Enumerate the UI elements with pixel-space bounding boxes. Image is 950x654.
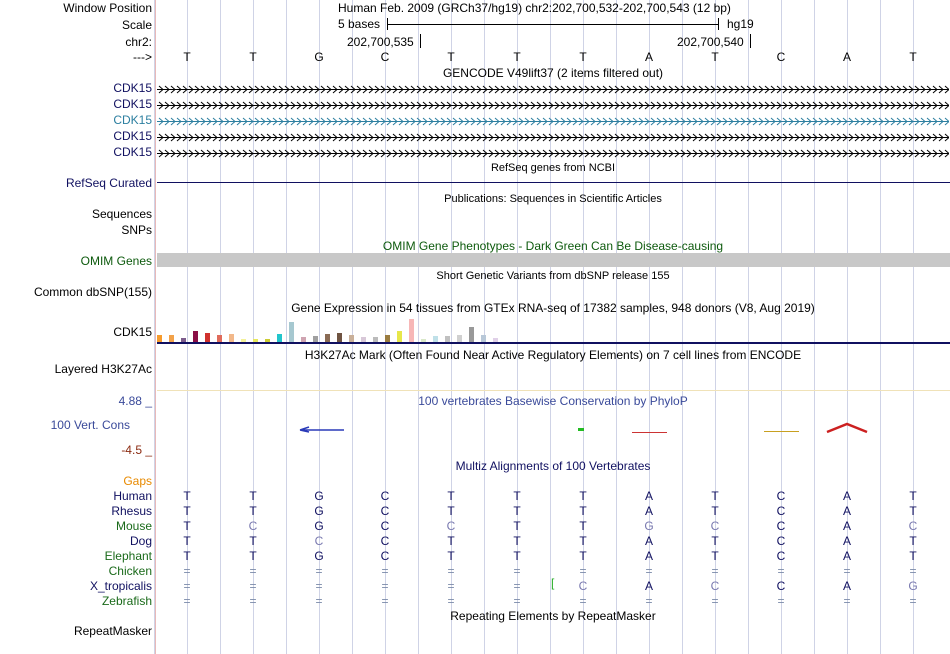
cons-label[interactable]: 100 Vert. Cons [50,418,130,432]
alignment-base: = [645,564,653,578]
alignment-base: A [644,504,653,518]
omim-gene-block[interactable] [157,253,950,267]
alignment-base: G [908,579,918,593]
alignment-base: A [842,519,851,533]
alignment-base: G [314,519,324,533]
position-title: Human Feb. 2009 (GRCh37/hg19) chr2:202,700,532-202,700,543 (12 bp) [338,1,731,15]
gtex-tissue-bar[interactable] [289,322,294,342]
refseq-track-line[interactable] [157,182,950,183]
gtex-tissue-bar[interactable] [349,335,354,342]
sequence-base: T [909,50,917,64]
cons-title[interactable]: 100 vertebrates Basewise Conservation by PhyloP [418,394,688,408]
alignment-base: T [711,534,719,548]
h3k27ac-label[interactable]: Layered H3K27Ac [54,362,152,376]
alignment-base: G [314,549,324,563]
alignment-base: C [446,519,456,533]
cons-mark-blue-arrow [300,427,344,432]
alignment-base: C [380,549,390,563]
alignment-base: = [315,564,323,578]
alignment-base: C [380,504,390,518]
coord-1: 202,700,535 [347,35,414,49]
scale-bar-right-tick [718,18,719,30]
gtex-tissue-bar[interactable] [157,335,162,342]
gencode-transcript[interactable] [157,131,949,140]
gtex-tissue-bar[interactable] [169,335,174,342]
sequence-base: G [314,50,324,64]
sequence-base: T [513,50,521,64]
alignment-base: C [776,534,786,548]
alignment-base: C [248,519,258,533]
gtex-tissue-bar[interactable] [469,327,474,342]
gencode-transcript[interactable] [157,83,949,92]
gtex-tissue-bar[interactable] [217,335,222,342]
alignment-base: T [711,549,719,563]
alignment-base: C [776,489,786,503]
h3k27ac-title[interactable]: H3K27Ac Mark (Often Found Near Active Regulatory Elements) on 7 cell lines from ENCODE [304,348,802,362]
alignment-base: = [249,579,257,593]
gtex-tissue-bar[interactable] [229,334,234,342]
cons-ymax: 4.88 _ [118,394,152,408]
alignment-base: = [579,564,587,578]
alignment-base: = [447,564,455,578]
alignment-base: T [183,504,191,518]
alignment-base: T [249,504,257,518]
alignment-base: T [513,534,521,548]
gtex-tissue-bar[interactable] [385,335,390,342]
omim-label[interactable]: OMIM Genes [80,254,152,268]
cons-ymin: -4.5 _ [121,443,152,457]
grid-line [154,0,155,654]
refseq-title[interactable]: RefSeq genes from NCBI [490,162,616,174]
chrom-label: chr2: [125,35,152,49]
alignment-base: G [644,519,654,533]
species-label[interactable]: Mouse [115,519,152,533]
gencode-title[interactable]: GENCODE V49lift37 (2 items filtered out) [442,66,664,80]
alignment-base: C [380,534,390,548]
cons-wiggle[interactable] [157,420,950,436]
alignment-base: C [578,579,588,593]
alignment-base: = [711,564,719,578]
assembly-name: hg19 [727,17,754,31]
alignment-base: A [842,534,851,548]
gtex-tissue-bar[interactable] [397,331,402,342]
alignment-base: = [447,579,455,593]
cons-mark-red-peak [827,424,867,432]
alignment-base: T [513,489,521,503]
snps-label[interactable]: SNPs [121,223,152,237]
gencode-transcript[interactable] [157,115,949,124]
sequences-label[interactable]: Sequences [91,207,152,221]
species-label[interactable]: Rhesus [111,504,152,518]
gtex-tissue-bar[interactable] [205,333,210,342]
alignment-base: = [381,564,389,578]
gencode-transcript[interactable] [157,147,949,156]
alignment-base: = [249,594,257,608]
alignment-base: T [249,489,257,503]
gtex-tissue-bar[interactable] [325,334,330,342]
alignment-base: T [183,534,191,548]
repeatmasker-title[interactable]: Repeating Elements by RepeatMasker [450,609,656,623]
alignment-base: = [513,594,521,608]
cons-mark-yellow [764,431,799,432]
alignment-base: = [711,594,719,608]
h3k27ac-baseline [157,390,950,391]
alignment-base: T [183,489,191,503]
alignment-base: A [644,489,653,503]
alignment-base: = [381,594,389,608]
alignment-base: = [513,564,521,578]
alignment-base: = [777,564,785,578]
publications-title[interactable]: Publications: Sequences in Scientific Articles [444,193,662,205]
alignment-base: = [381,579,389,593]
sequence-base: C [380,50,390,64]
sequence-base: T [579,50,587,64]
x-tropicalis-gap-marker: [ [551,576,555,590]
sequence-base: T [183,50,191,64]
window-position-label: Window Position [63,1,152,15]
scale-bar [387,24,718,25]
alignment-base: T [909,489,917,503]
species-label[interactable]: X_tropicalis [89,579,152,593]
alignment-base: G [314,504,324,518]
omim-title[interactable]: OMIM Gene Phenotypes - Dark Green Can Be Disease-causing [382,239,724,253]
multiz-title[interactable]: Multiz Alignments of 100 Vertebrates [455,459,651,473]
coord-2: 202,700,540 [677,35,744,49]
alignment-base: T [447,489,455,503]
gtex-baseline [157,342,950,344]
cons-mark-green [578,428,584,431]
repeatmasker-label[interactable]: RepeatMasker [73,624,152,638]
coord-1-tick [420,34,421,48]
scale-label: Scale [121,18,152,32]
coord-2-tick [750,34,751,48]
alignment-base: T [909,534,917,548]
dbsnp-title[interactable]: Short Genetic Variants from dbSNP release 155 [436,270,670,282]
sequence-base: T [711,50,719,64]
gtex-bar-chart[interactable] [157,316,950,342]
alignment-base: C [776,579,786,593]
alignment-base: = [183,579,191,593]
gtex-tissue-bar[interactable] [481,335,486,342]
alignment-base: T [579,489,587,503]
refseq-label[interactable]: RefSeq Curated [65,176,152,190]
alignment-base: C [710,579,720,593]
label-separator [155,0,156,654]
alignment-base: A [842,489,851,503]
gencode-gene-label[interactable]: CDK15 [113,145,152,159]
species-label[interactable]: Elephant [104,549,152,563]
sequence-base: A [644,50,653,64]
sequence-base: T [249,50,257,64]
alignment-base: = [249,564,257,578]
alignment-base: T [183,519,191,533]
alignment-base: = [315,579,323,593]
alignment-base: C [380,489,390,503]
alignment-base: T [513,504,521,518]
alignment-base: = [843,564,851,578]
alignment-base: A [842,549,851,563]
alignment-base: = [909,564,917,578]
gencode-gene-label[interactable]: CDK15 [113,97,152,111]
alignment-base: = [183,594,191,608]
alignment-base: C [776,519,786,533]
alignment-base: T [579,549,587,563]
alignment-base: = [777,594,785,608]
gtex-tissue-bar[interactable] [409,319,414,342]
alignment-base: = [843,594,851,608]
alignment-base: T [711,489,719,503]
alignment-base: A [842,579,851,593]
alignment-base: T [447,534,455,548]
alignment-base: T [249,534,257,548]
alignment-base: T [447,504,455,518]
alignment-base: T [183,549,191,563]
cons-mark-red [632,432,667,433]
alignment-base: C [776,549,786,563]
alignment-base: A [644,549,653,563]
strand-arrow-label: ---> [133,50,152,64]
alignment-base: C [380,519,390,533]
alignment-base: = [447,594,455,608]
alignment-base: C [908,519,918,533]
gtex-label[interactable]: CDK15 [113,325,152,339]
sequence-base: A [842,50,851,64]
alignment-base: T [909,549,917,563]
alignment-base: = [645,594,653,608]
alignment-base: G [314,489,324,503]
alignment-base: T [579,519,587,533]
alignment-base: T [909,504,917,518]
alignment-base: T [249,549,257,563]
sequence-base: C [776,50,786,64]
gencode-gene-label[interactable]: CDK15 [113,81,152,95]
alignment-base: = [513,579,521,593]
alignment-base: = [183,564,191,578]
gencode-transcript[interactable] [157,99,949,108]
gencode-gene-label[interactable]: CDK15 [113,129,152,143]
gtex-tissue-bar[interactable] [277,334,282,342]
alignment-base: T [447,549,455,563]
gtex-tissue-bar[interactable] [193,331,198,342]
species-label[interactable]: Human [113,489,152,503]
dbsnp-label[interactable]: Common dbSNP(155) [33,285,152,299]
alignment-base: = [315,594,323,608]
gtex-title[interactable]: Gene Expression in 54 tissues from GTEx RNA-seq of 17382 samples, 948 donors (V8, Aug 2019) [291,301,815,315]
species-label[interactable]: Zebrafish [101,594,152,608]
gencode-gene-label[interactable]: CDK15 [113,113,152,127]
alignment-base: C [710,519,720,533]
species-label[interactable]: Dog [129,534,152,548]
alignment-base: T [513,549,521,563]
sequence-base: T [447,50,455,64]
alignment-base: T [579,504,587,518]
gtex-tissue-bar[interactable] [337,333,342,342]
alignment-base: A [644,534,653,548]
species-label[interactable]: Chicken [108,564,152,578]
alignment-base: T [579,534,587,548]
scale-text: 5 bases [338,17,381,31]
alignment-base: A [644,579,653,593]
alignment-base: = [909,594,917,608]
alignment-base: C [314,534,324,548]
gtex-tissue-bar[interactable] [457,335,462,342]
alignment-base: = [579,594,587,608]
gaps-label: Gaps [123,474,152,488]
alignment-base: A [842,504,851,518]
alignment-base: C [776,504,786,518]
alignment-base: T [513,519,521,533]
alignment-base: T [711,504,719,518]
